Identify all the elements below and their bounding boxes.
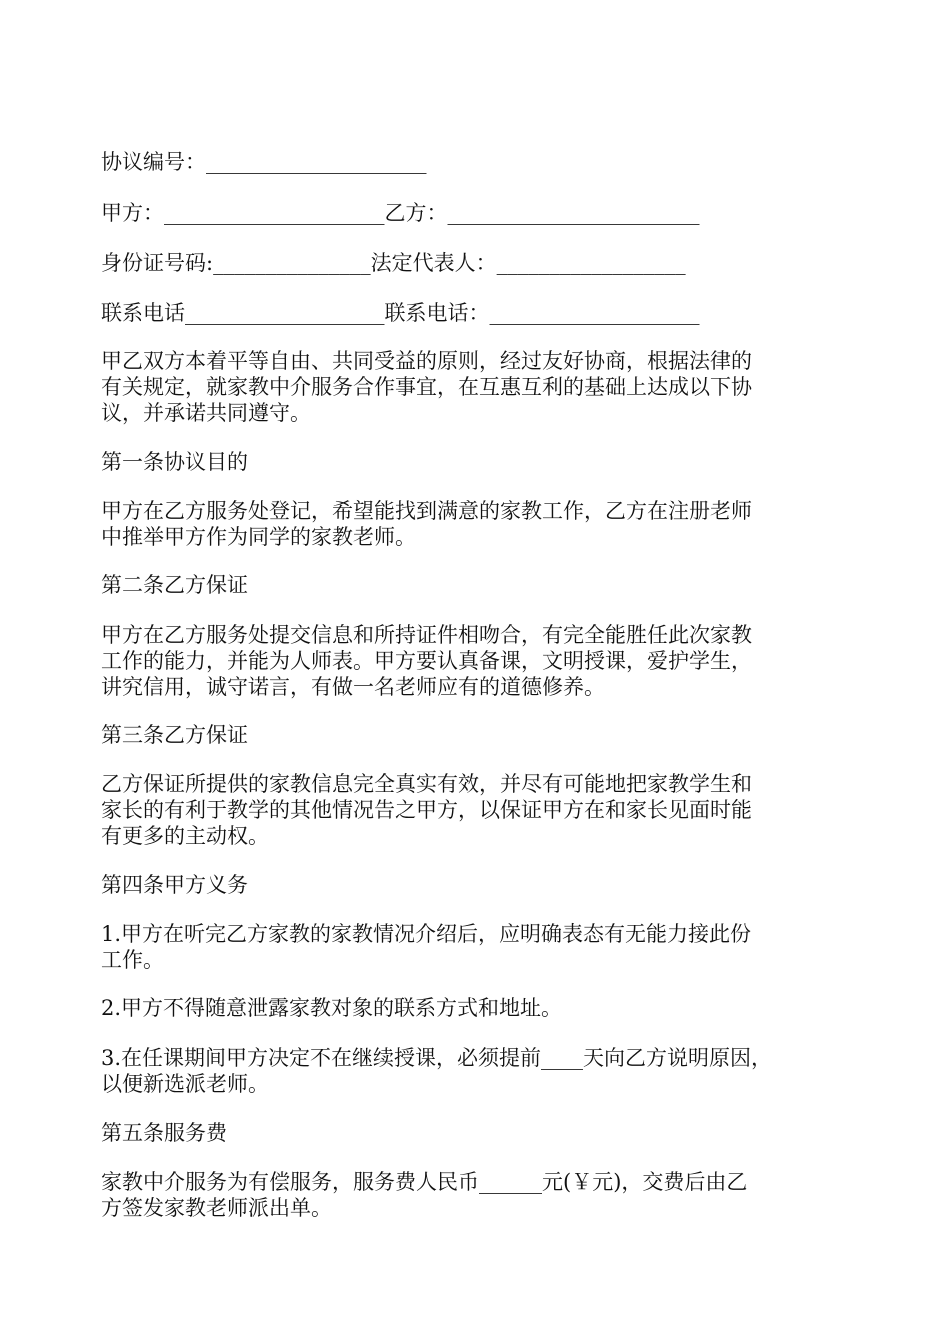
article-4-item-3-line: 以便新选派老师。 bbox=[101, 1072, 269, 1096]
article-3-line: 乙方保证所提供的家教信息完全真实有效，并尽有可能地把家教学生和 bbox=[101, 772, 752, 796]
article-2-title: 第二条乙方保证 bbox=[101, 573, 248, 597]
article-1-line: 甲方在乙方服务处登记，希望能找到满意的家教工作，乙方在注册老师 bbox=[101, 499, 752, 523]
article-1-line: 中推举甲方作为同学的家教老师。 bbox=[101, 525, 416, 549]
article-4-item-2-line: 2.甲方不得随意泄露家教对象的联系方式和地址。 bbox=[101, 996, 563, 1020]
article-4-item-1-line: 1.甲方在听完乙方家教的家教情况介绍后，应明确表态有无能力接此份 bbox=[101, 922, 752, 946]
article-4-item-3 bbox=[101, 1045, 861, 1097]
article-4-item-3-line: 3.在任课期间甲方决定不在继续授课，必须提前____天向乙方说明原因， bbox=[101, 1046, 773, 1070]
article-1-body bbox=[101, 498, 861, 550]
article-2-line: 讲究信用，诚守诺言，有做一名老师应有的道德修养。 bbox=[101, 675, 605, 699]
article-5-title: 第五条服务费 bbox=[101, 1121, 227, 1145]
article-4-item-1 bbox=[101, 921, 861, 973]
article-3-title: 第三条乙方保证 bbox=[101, 723, 248, 747]
id-number-line: 身份证号码:_______________法定代表人：__________________ bbox=[101, 251, 686, 275]
article-3-line: 家长的有利于教学的其他情况告之甲方，以保证甲方在和家长见面时能 bbox=[101, 798, 752, 822]
intro-line: 甲乙双方本着平等自由、共同受益的原则，经过友好协商，根据法律的 bbox=[101, 349, 752, 373]
party-line: 甲方：_____________________乙方：________________________ bbox=[101, 201, 700, 225]
agreement-number-line: 协议编号：_____________________ bbox=[101, 150, 427, 174]
intro-paragraph bbox=[101, 348, 861, 426]
article-2-body bbox=[101, 622, 861, 700]
article-4-item-1-line: 工作。 bbox=[101, 948, 164, 972]
intro-line: 议，并承诺共同遵守。 bbox=[101, 401, 311, 425]
article-4-item-2 bbox=[101, 995, 861, 1021]
article-5-body bbox=[101, 1169, 861, 1221]
intro-line: 有关规定，就家教中介服务合作事宜，在互惠互利的基础上达成以下协 bbox=[101, 375, 752, 399]
article-2-line: 甲方在乙方服务处提交信息和所持证件相吻合，有完全能胜任此次家教 bbox=[101, 623, 752, 647]
phone-line: 联系电话___________________联系电话：____________________ bbox=[101, 301, 700, 325]
article-5-line: 家教中介服务为有偿服务，服务费人民币______元(￥元)，交费后由乙 bbox=[101, 1170, 748, 1194]
article-3-body bbox=[101, 771, 861, 849]
article-1-title: 第一条协议目的 bbox=[101, 450, 248, 474]
article-2-line: 工作的能力，并能为人师表。甲方要认真备课，文明授课，爱护学生， bbox=[101, 649, 752, 673]
article-5-line: 方签发家教老师派出单。 bbox=[101, 1196, 332, 1220]
article-4-title: 第四条甲方义务 bbox=[101, 873, 248, 897]
article-3-line: 有更多的主动权。 bbox=[101, 824, 269, 848]
